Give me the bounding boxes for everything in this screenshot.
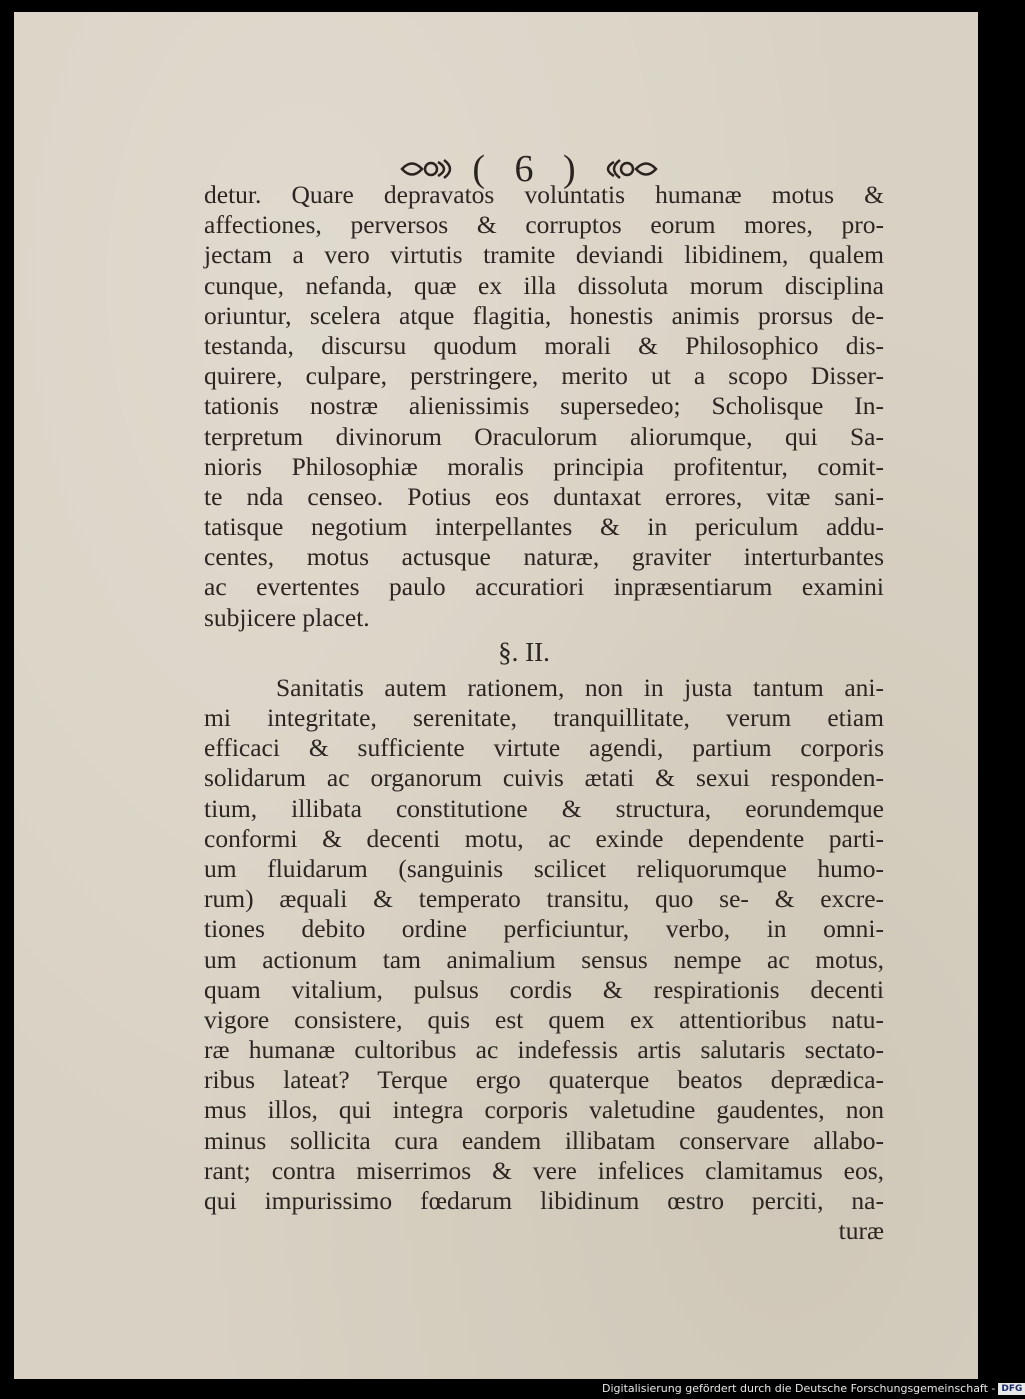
text-line: affectiones, perversos & corruptos eorum mores, pro- [204,210,884,240]
body-text [204,180,884,1246]
text-line: testanda, discursu quodum morali & Philosophico dis- [204,330,884,360]
text-line: quirere, culpare, perstringere, merito ut a scopo Disser- [204,361,884,391]
text-line: tationis nostræ alienissimis supersedeo; Scholisque In- [204,391,884,421]
text-line: ribus lateat? Terque ergo quaterque beatos deprædica- [204,1065,884,1095]
paragraph-2 [204,673,884,1247]
text-line: jectam a vero virtutis tramite deviandi libidinem, qualem [204,240,884,270]
text-line: conformi & decenti motu, ac exinde dependente parti- [204,823,884,853]
text-line: um actionum tam animalium sensus nempe ac motus, [204,944,884,974]
catchword: turæ [838,1216,884,1246]
page-number: ( 6 ) [472,148,586,190]
text-line: tium, illibata constitutione & structura, eorundemque [204,793,884,823]
text-line: ræ humanæ cultoribus ac indefessis artis salutaris sectato- [204,1035,884,1065]
text-line: ac evertentes paulo accuratiori inpræsentiarum examini [204,572,884,602]
text-line: terpretum divinorum Oraculorum aliorumque, qui Sa- [204,421,884,451]
text-line: tiones debito ordine perficiuntur, verbo, in omni- [204,914,884,944]
text-line: Sanitatis autem rationem, non in justa tantum ani- [276,672,884,702]
text-line: rant; contra miserrimos & vere infelices clamitamus eos, [204,1155,884,1185]
text-line: um fluidarum (sanguinis scilicet reliquorumque humo- [204,853,884,883]
text-line: nioris Philosophiæ moralis principia profitentur, comit- [204,451,884,481]
text-line: mus illos, qui integra corporis valetudine gaudentes, non [204,1095,884,1125]
paragraph-1 [204,180,884,633]
text-line: detur. Quare depravatos voluntatis humanæ motus & [204,180,884,209]
funding-credit-text: Digitalisierung gefördert durch die Deutsche Forschungsgemeinschaft - [602,1382,996,1395]
text-line: vigore consistere, quis est quem ex attentioribus natu- [204,1004,884,1034]
scanned-page [14,12,978,1379]
text-line: cunque, nefanda, quæ ex illa dissoluta morum disciplina [204,270,884,300]
text-line: solidarum ac organorum cuivis ætati & sexui responden- [204,763,884,793]
text-line: subjicere placet. [204,602,370,632]
text-line: mi integritate, serenitate, tranquillitate, verum etiam [204,703,884,732]
section-heading: §. II. [498,636,550,667]
text-line: tatisque negotium interpellantes & in periculum addu- [204,512,884,542]
text-line: efficaci & sufficiente virtute agendi, partium corporis [204,733,884,763]
text-line: quam vitalium, pulsus cordis & respirationis decenti [204,974,884,1004]
dfg-logo: DFG [998,1383,1025,1395]
text-line: te nda censeo. Potius eos duntaxat errores, vitæ sani- [204,481,884,511]
text-line: centes, motus actusque naturæ, graviter interturbantes [204,542,884,572]
text-line: oriuntur, scelera atque flagitia, honestis animis prorsus de- [204,300,884,330]
text-line: qui impurissimo fœdarum libidinum œstro perciti, na- [204,1186,884,1215]
text-line: minus sollicita cura eandem illibatam conservare allabo- [204,1125,884,1155]
text-line: rum) æquali & temperato transitu, quo se- & excre- [204,884,884,914]
funding-credit [602,1380,1023,1398]
